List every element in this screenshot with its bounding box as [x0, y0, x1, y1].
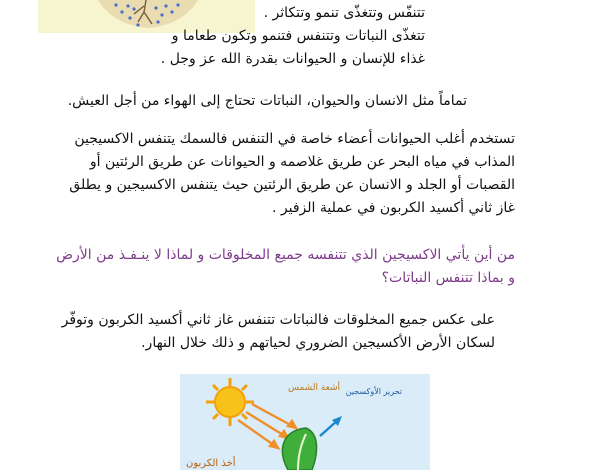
text-line: تتغذّى النباتات وتتنفس فتنمو وتكون طعاما و	[171, 28, 425, 44]
text-line: المذاب في مياه البحر عن طريق غلاصمه و الحيوانات عن طريق الرئتين أو	[89, 154, 515, 170]
photosynthesis-illustration	[180, 374, 430, 470]
intro-paragraph	[161, 2, 425, 71]
text-line: تماماً مثل الانسان والحيوان، النباتات تحتاج إلى الهواء من أجل العيش.	[67, 93, 467, 109]
sunlight-label: أشعة الشمس	[288, 383, 341, 393]
question-line: و بماذا تتنفس النباتات؟	[381, 270, 515, 286]
text-line: القصبات أو الجلد و الانسان عن طريق الرئتين حيث يتنفس الاكسيجين و يطلق	[69, 177, 515, 193]
text-line: تتنفّس وتتغذّى تنمو وتتكاثر .	[263, 5, 425, 21]
animal-breathing-paragraph	[69, 128, 515, 220]
air-need-paragraph	[68, 90, 467, 113]
question-line: من أين يأتي الاكسيجين الذي تتنفسه جميع المخلوقات و لماذا لا ينـفـذ من الأرض	[56, 247, 515, 263]
question-paragraph	[56, 244, 515, 290]
text-line: غذاء للإنسان و الحيوانات بقدرة الله عز وجل .	[160, 51, 425, 67]
text-line: تستخدم أغلب الحيوانات أعضاء خاصة في التنفس فالسمك يتنفس الاكسيجين	[74, 131, 515, 147]
answer-line: لسكان الأرض الأكسيجين الضروري لحياتهم و ذلك خلال النهار.	[141, 335, 495, 351]
oxygen-label: تحرير الأوكسجين	[345, 387, 402, 396]
text-line: غاز ثاني أكسيد الكربون في عملية الزفير .	[271, 200, 515, 216]
photosynthesis-drawing	[180, 374, 430, 470]
answer-paragraph	[62, 309, 495, 355]
answer-line: على عكس جميع المخلوقات فالنباتات تتنفس غاز ثاني أكسيد الكربون وتوفّر	[61, 312, 495, 328]
sun-icon	[206, 378, 254, 426]
co2-label: أخذ الكربون	[186, 458, 236, 469]
